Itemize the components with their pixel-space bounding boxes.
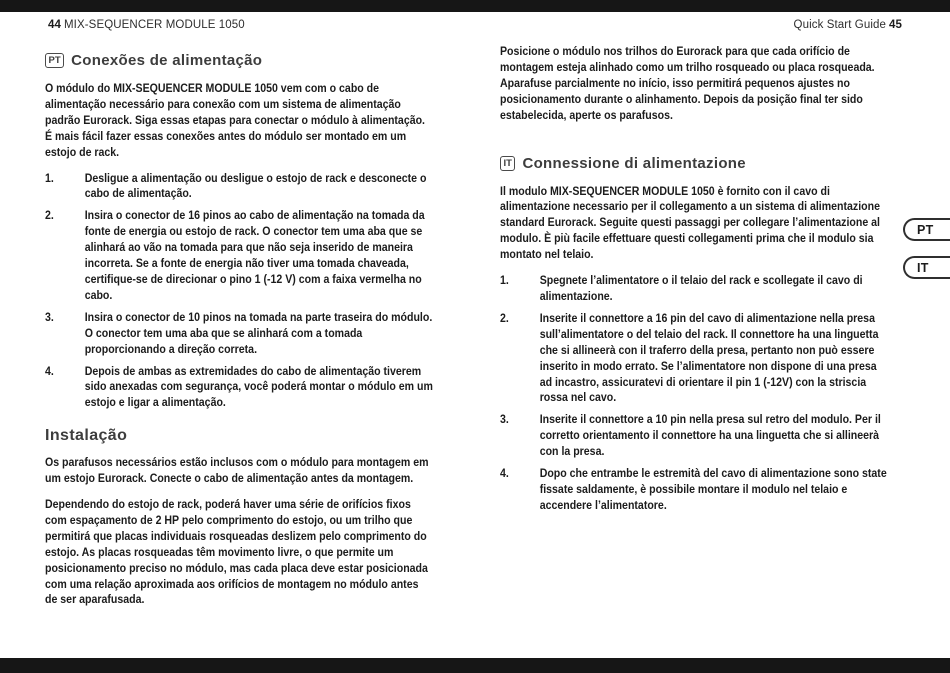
it-power-body — [500, 184, 888, 514]
list-item — [500, 273, 888, 305]
step-text: Insira o conector de 16 pinos ao cabo de alimentação na tomada da fonte de energia ou estojo de rack. O conector tem uma aba que se alinhará ao vão na tomada para que não seja inserido de maneira incorreta. Se a fonte de energia não tiver uma tomada chaveada, certifique-se de direcionar o pino 1 (-12 V) com a faixa vermelha no cabo. — [84, 208, 425, 302]
pt-power-heading: Conexões de alimentação — [71, 52, 263, 69]
it-language-badge: IT — [500, 156, 515, 171]
step-text: Inserite il connettore a 10 pin nella presa sul retro del modulo. Per il corretto orientamento il connettore ha una linguetta che si allineerà con la presa. — [539, 412, 881, 459]
pt-power-body — [45, 81, 433, 411]
right-column — [500, 44, 892, 520]
pt-install-para2: Dependendo do estojo de rack, poderá haver uma série de orifícios fixos com espaçamento de 2 HP pelo comprimento do estojo, ou um trilho que permitirá que placas individuais rosqueadas deslizem pelo comprimento do estojo. As placas rosqueadas têm movimento livre, o que permite um posicionamento preciso no módulo, mas cada placa deve estar posicionada com uma relação aproximada aos orifícios de montagem no módulo antes de ser aparafusada. — [45, 497, 428, 607]
side-tab-it — [903, 256, 950, 279]
page-number-left: 44 — [48, 19, 61, 31]
list-item — [500, 466, 888, 514]
step-number: 4. — [500, 466, 509, 481]
bottom-bar — [0, 658, 950, 673]
list-item — [45, 208, 433, 303]
step-text: Spegnete l’alimentatore o il telaio del rack e scollegate il cavo di alimentazione. — [539, 273, 863, 303]
header-left — [45, 19, 245, 31]
left-column — [45, 52, 433, 618]
pt-power-steps — [45, 171, 433, 412]
side-tab-pt — [903, 218, 950, 241]
list-item — [45, 310, 433, 358]
header-right — [794, 19, 905, 31]
list-item — [45, 364, 433, 412]
pt-power-intro: O módulo do MIX-SEQUENCER MODULE 1050 vem com o cabo de alimentação necessário para conexão com um sistema de alimentação padrão Eurorack. Siga essas etapas para conectar o módulo à alimentação. É mais fácil fazer essas conexões antes do módulo ser montado em um estojo de rack. — [45, 81, 426, 159]
it-power-steps — [500, 273, 888, 514]
step-text: Depois de ambas as extremidades do cabo de alimentação tiverem sido anexadas com segurança, você poderá montar o módulo em um estojo e ligar a alimentação. — [84, 363, 433, 410]
step-text: Inserite il connettore a 16 pin del cavo di alimentazione nella presa sull’alimentatore o del telaio del rack. Il connettore ha una linguetta che si allineerà con il traferro della presa, pertanto non può essere inserito in modo errato. Se l’alimentatore non dispone di una presa ad incastro, assicuratevi di orientare il pin 1 (-12V) con la striscia rossa nel cavo. — [539, 310, 879, 405]
pt-position-paragraph: Posicione o módulo nos trilhos do Eurorack para que cada orifício de montagem esteja alinhado como um trilho rosqueado ou placa rosqueada. Aparafuse parcialmente no início, isso permitirá pequenos ajustes no posicionamento durante o alinhamento. Depois da posição final ter sido estabelecida, aperte os parafusos. — [500, 44, 875, 122]
list-item — [500, 412, 888, 460]
pt-install-para1: Os parafusos necessários estão inclusos com o módulo para montagem em um estojo Eurorack. Conecte o cabo de alimentação antes da montagem. — [45, 455, 429, 486]
step-number: 3. — [45, 309, 54, 324]
pt-position-body — [500, 44, 888, 124]
step-number: 1. — [500, 273, 509, 288]
it-power-section-heading — [500, 155, 892, 172]
step-text: Dopo che entrambe le estremità del cavo di alimentazione sono state fissate saldamente, è possibile montare il modulo nel telaio e accendere l’alimentatore. — [539, 466, 887, 512]
pt-install-heading: Instalação — [45, 427, 128, 445]
side-tab-it-label: IT — [917, 260, 929, 275]
pt-install-body — [45, 455, 433, 608]
list-item — [500, 311, 888, 406]
step-text: Insira o conector de 10 pinos na tomada na parte traseira do módulo. O conector tem uma aba que se alinhará com a tomada proporcionando a direção correta. — [84, 309, 433, 356]
step-number: 3. — [500, 412, 509, 427]
step-number: 4. — [45, 363, 54, 378]
step-number: 1. — [45, 170, 54, 185]
pt-language-badge: PT — [45, 53, 64, 68]
it-power-heading: Connessione di alimentazione — [522, 154, 746, 172]
top-bar — [0, 0, 950, 12]
list-item — [45, 171, 433, 203]
header-title-right: Quick Start Guide — [793, 19, 886, 31]
step-text: Desligue a alimentação ou desligue o estojo de rack e desconecte o cabo de alimentação. — [84, 170, 427, 201]
it-power-intro: Il modulo MIX-SEQUENCER MODULE 1050 è fornito con il cavo di alimentazione necessario per il collegamento a un sistema di alimentazione standard Eurorack. Seguite questi passaggi per collegare l’alimentazione al modulo. È più facile effettuare questi collegamenti prima che il modulo sia montato nel telaio. — [500, 183, 880, 262]
page-number-right: 45 — [889, 19, 902, 31]
step-number: 2. — [500, 310, 509, 325]
page-header — [45, 19, 905, 31]
side-tab-pt-label: PT — [917, 222, 934, 237]
pt-power-section-heading — [45, 52, 433, 69]
step-number: 2. — [45, 208, 54, 223]
header-title-left: MIX-SEQUENCER MODULE 1050 — [64, 19, 245, 31]
